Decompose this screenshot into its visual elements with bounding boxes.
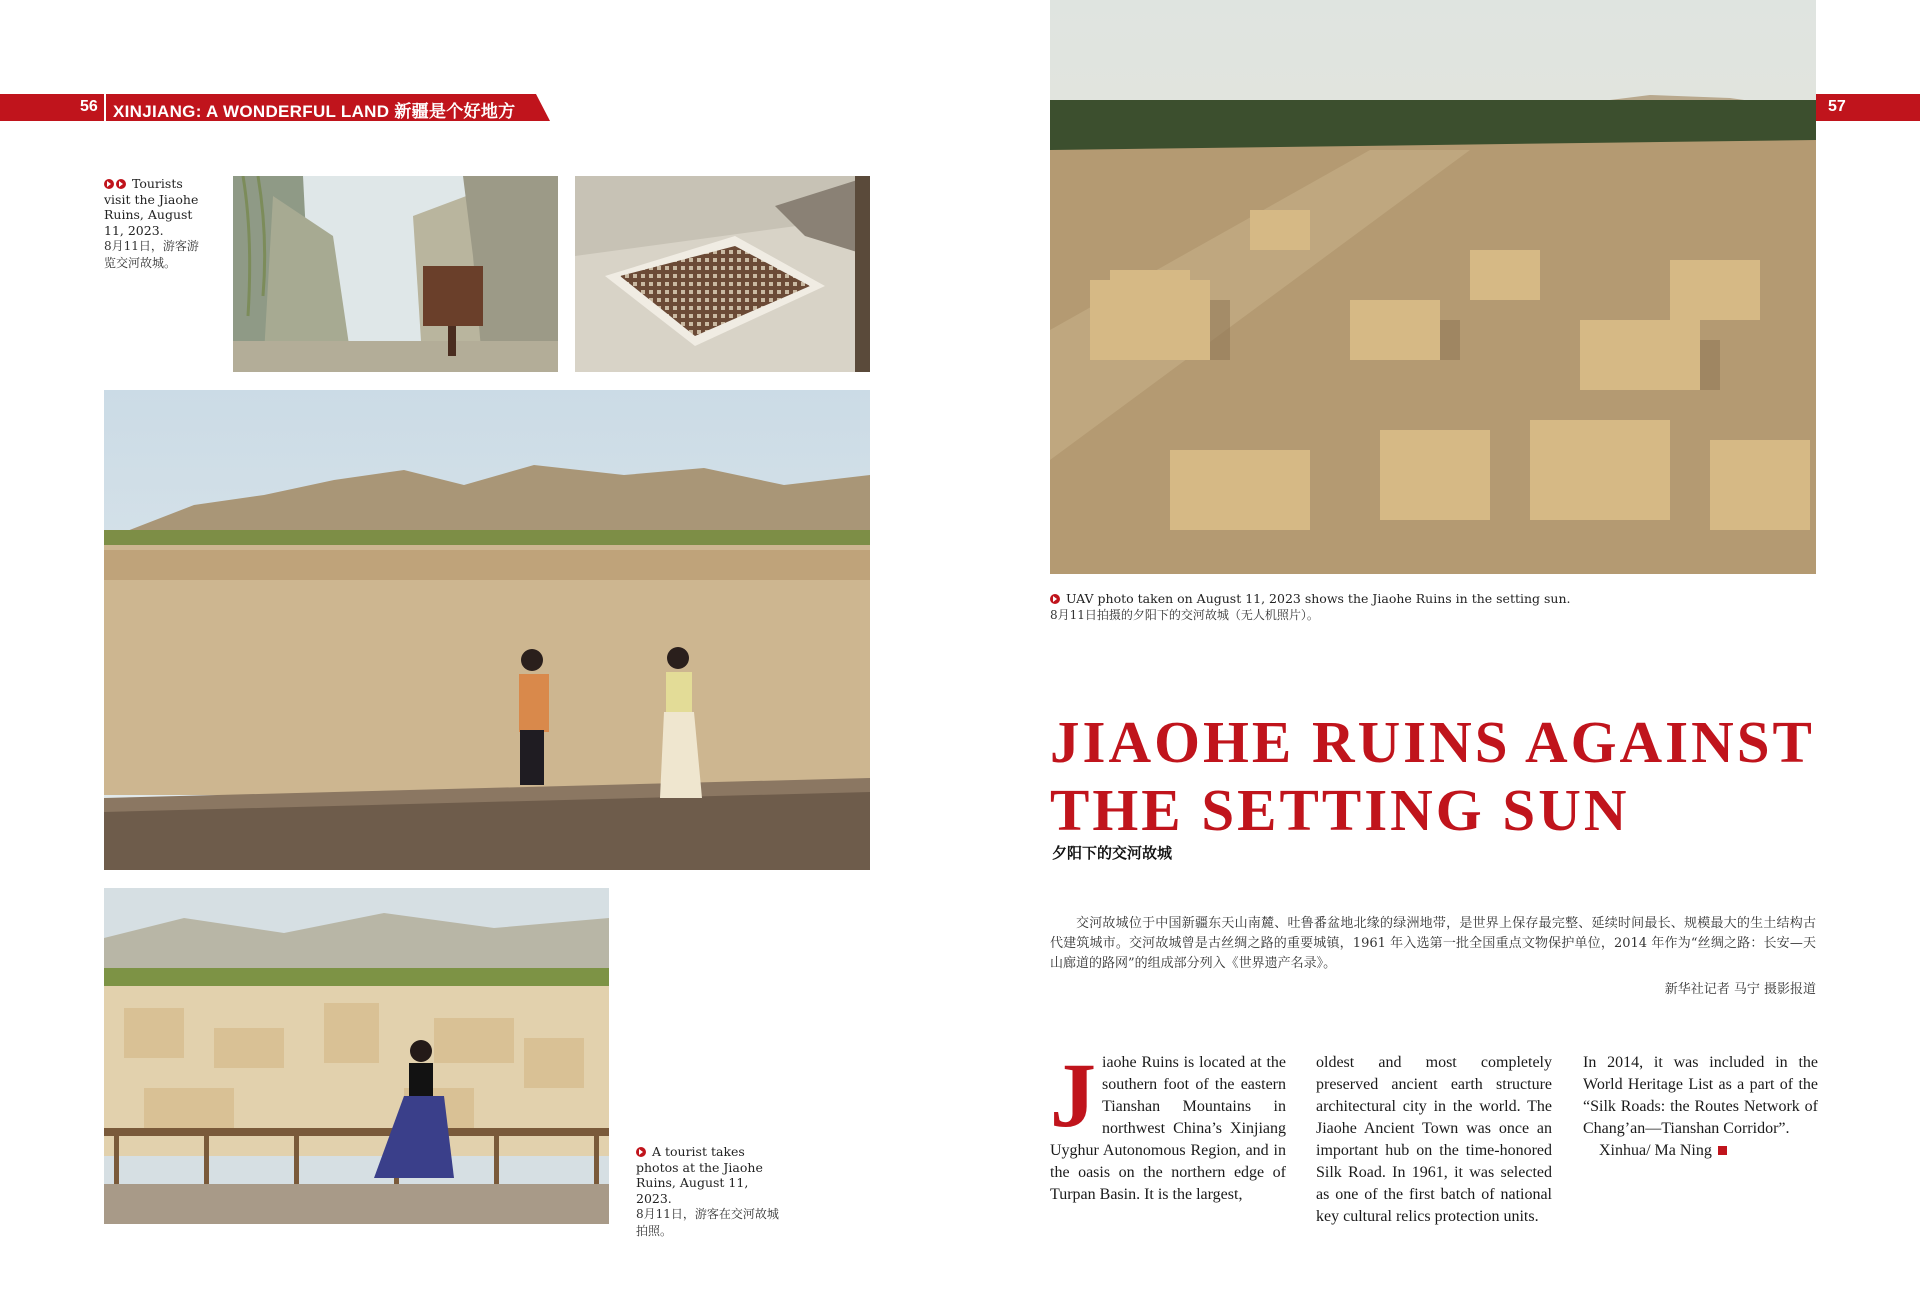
article-title-line2: THE SETTING SUN [1050,777,1630,843]
arrow-right-icon [104,179,114,189]
caption-bottom-en: A tourist takes photos at the Jiaohe Ruins, August 11, 2023. [636,1144,763,1206]
photo-aerial-ruins [1050,0,1816,574]
caption-top-zh: 8月11日，游客游览交河故城。 [104,239,199,270]
article-title-line1: JIAOHE RUINS AGAINST [1050,709,1815,775]
photo-tourists-walking [104,390,870,870]
arrow-up-icon [1050,594,1060,604]
body-column-3 [1583,1052,1818,1162]
right-page-number-bar [1812,94,1920,121]
body-column-1-text: iaohe Ruins is located at the southern foot of the eastern Tianshan Mountains in northwest China’s Xinjiang Uyghur Autonomous Region, and in the oasis on the northern edge of Turpan Basin. It is the largest, [1050,1054,1286,1203]
photo-ruins-gate [233,176,558,372]
caption-aerial-zh: 8月11日拍摄的夕阳下的交河故城（无人机照片）。 [1050,607,1319,622]
byline-zh: 新华社记者 马宁 摄影报道 [1664,982,1816,997]
intro-paragraph-zh: 交河故城位于中国新疆东天山南麓、吐鲁番盆地北缘的绿洲地带，是世界上保存最完整、延续时间最长、规模最大的生土结构古代建筑城市。交河故城曾是古丝绸之路的重要城镇，1961 年入选第一批全国重点文物保护单位，2014 年作为“丝绸之路：长安—天山廊道的路网”的组成部分列入《世界遗产名录》。 [1050,916,1816,971]
credit-line [1583,1140,1818,1162]
end-mark-icon [1718,1146,1727,1155]
body-column-1 [1050,1044,1286,1206]
caption-aerial-en: UAV photo taken on August 11, 2023 shows the Jiaohe Ruins in the setting sun. [1065,591,1571,606]
caption-bottom [636,1144,788,1240]
section-title: XINJIANG: A WONDERFUL LAND 新疆是个好地方 [113,102,516,121]
caption-top-en: Tourists visit the Jiaohe Ruins, August 11, 2023. [104,176,199,238]
body-column-2 [1316,1052,1552,1228]
body-column-2-text: oldest and most completely preserved ancient earth structure architectural city in the world. The Jiaohe Ancient Town was once an important hub on the time-honored Silk Road. In 1961, it was selected as one of the first batch of national key cultural relics protection units. [1316,1054,1552,1225]
drop-cap: J [1050,1044,1096,1146]
photo-tourist-taking-photos [104,888,609,1224]
article-subtitle: 夕阳下的交河故城 [1052,844,1173,862]
article-title [1050,708,1820,844]
photo-ruins-grate [575,176,870,372]
caption-aerial [1050,591,1816,624]
arrow-right-icon [116,179,126,189]
caption-top [104,176,204,272]
arrow-up-icon [636,1147,646,1157]
section-header-bar [0,94,550,121]
left-page-number: 56 [80,98,98,115]
right-page-number: 57 [1828,98,1846,115]
body-column-3-text: In 2014, it was included in the World Heritage List as a part of the “Silk Roads: the Routes Network of Chang’an—Tianshan Corridor”. [1583,1054,1818,1137]
caption-bottom-zh: 8月11日，游客在交河故城拍照。 [636,1207,779,1238]
credit-text: Xinhua/ Ma Ning [1599,1142,1712,1159]
